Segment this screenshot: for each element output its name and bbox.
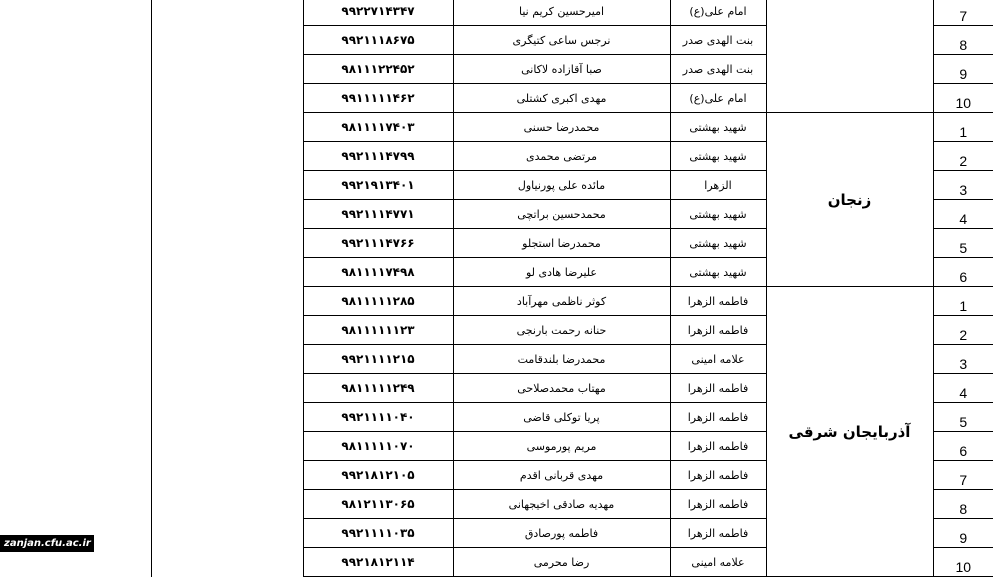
phone-cell: ۹۹۲۱۸۱۲۱۱۴ [303,548,453,577]
empty-cell [0,258,151,287]
student-name-cell: محمدرضا حسنی [453,113,670,142]
school-cell: فاطمه الزهرا [670,490,766,519]
table-row [0,287,993,316]
empty-cell [151,403,303,432]
school-cell: فاطمه الزهرا [670,432,766,461]
phone-cell: ۹۸۱۱۱۱۱۰۷۰ [303,432,453,461]
province-cell-empty [766,84,933,113]
school-cell: بنت الهدی صدر [670,26,766,55]
empty-cell [0,26,151,55]
empty-cell [151,316,303,345]
empty-cell [151,374,303,403]
phone-cell: ۹۸۱۱۱۱۱۲۴۹ [303,374,453,403]
row-number-cell: 8 [933,26,993,55]
student-name-cell: مرتضی محمدی [453,142,670,171]
phone-cell: ۹۹۲۱۱۱۴۷۷۱ [303,200,453,229]
student-name-cell: پریا توکلی قاضی [453,403,670,432]
school-cell: شهید بهشتی [670,229,766,258]
school-cell: بنت الهدی صدر [670,55,766,84]
empty-cell [0,403,151,432]
student-name-cell: محمدحسین براتچی [453,200,670,229]
province-cell-empty [766,0,933,26]
school-cell: شهید بهشتی [670,142,766,171]
empty-cell [0,461,151,490]
phone-cell: ۹۹۲۱۱۱۱۰۳۵ [303,519,453,548]
phone-cell: ۹۸۱۱۱۱۷۴۰۳ [303,113,453,142]
empty-cell [0,55,151,84]
table-row [0,113,993,142]
student-name-cell: کوثر ناظمی مهرآباد [453,287,670,316]
row-number-cell: 3 [933,171,993,200]
student-name-cell: محمدرضا بلندقامت [453,345,670,374]
row-number-cell: 4 [933,374,993,403]
phone-cell: ۹۹۱۱۱۱۱۴۶۲ [303,84,453,113]
empty-cell [151,84,303,113]
row-number-cell: 9 [933,55,993,84]
phone-cell: ۹۹۲۲۷۱۴۳۴۷ [303,0,453,26]
table-row [0,55,993,84]
empty-cell [0,200,151,229]
row-number-cell: 1 [933,113,993,142]
row-number-cell: 5 [933,229,993,258]
student-name-cell: رضا محرمی [453,548,670,577]
row-number-cell: 5 [933,403,993,432]
empty-cell [0,0,151,26]
phone-cell: ۹۹۲۱۱۱۴۷۹۹ [303,142,453,171]
student-name-cell: مائده علی پورنیاول [453,171,670,200]
empty-cell [151,229,303,258]
empty-cell [0,171,151,200]
phone-cell: ۹۸۱۱۱۲۲۴۵۲ [303,55,453,84]
row-number-cell: 7 [933,461,993,490]
row-number-cell: 3 [933,345,993,374]
student-name-cell: حنانه رحمت بارنجی [453,316,670,345]
school-cell: فاطمه الزهرا [670,316,766,345]
phone-cell: ۹۸۱۱۱۱۷۴۹۸ [303,258,453,287]
student-name-cell: محمدرضا استجلو [453,229,670,258]
empty-cell [151,142,303,171]
student-name-cell: امیرحسین کریم نیا [453,0,670,26]
empty-cell [151,287,303,316]
school-cell: الزهرا [670,171,766,200]
empty-cell [0,345,151,374]
row-number-cell: 10 [933,84,993,113]
school-cell: امام علی(ع) [670,84,766,113]
table-row [0,26,993,55]
empty-cell [151,26,303,55]
row-number-cell: 6 [933,432,993,461]
empty-cell [0,490,151,519]
row-number-cell: 2 [933,142,993,171]
school-cell: فاطمه الزهرا [670,374,766,403]
empty-cell [151,171,303,200]
empty-cell [0,229,151,258]
empty-cell [0,142,151,171]
empty-cell [0,287,151,316]
empty-cell [151,0,303,26]
empty-cell [151,490,303,519]
school-cell: شهید بهشتی [670,258,766,287]
empty-cell [151,200,303,229]
empty-cell [151,461,303,490]
phone-cell: ۹۹۲۱۱۱۸۶۷۵ [303,26,453,55]
row-number-cell: 1 [933,287,993,316]
province-cell-empty [766,26,933,55]
row-number-cell: 8 [933,490,993,519]
student-name-cell: مهدی قربانی اقدم [453,461,670,490]
school-cell: فاطمه الزهرا [670,287,766,316]
student-name-cell: نرجس ساعی کتیگری [453,26,670,55]
province-cell: آذربایجان شرقی [766,287,933,577]
empty-cell [151,345,303,374]
site-watermark: zanjan.cfu.ac.ir [0,535,94,552]
province-cell-empty [766,55,933,84]
row-number-cell: 2 [933,316,993,345]
table-row [0,0,993,26]
phone-cell: ۹۸۱۱۱۱۱۱۲۳ [303,316,453,345]
empty-cell [0,113,151,142]
empty-cell [0,316,151,345]
school-cell: فاطمه الزهرا [670,403,766,432]
empty-cell [0,432,151,461]
empty-cell [151,519,303,548]
empty-cell [0,84,151,113]
school-cell: علامه امینی [670,548,766,577]
school-cell: علامه امینی [670,345,766,374]
empty-cell [151,548,303,577]
student-name-cell: مریم پورموسی [453,432,670,461]
student-name-cell: مهتاب محمدصلاحی [453,374,670,403]
phone-cell: ۹۸۱۱۱۱۱۲۸۵ [303,287,453,316]
table-row [0,84,993,113]
row-number-cell: 9 [933,519,993,548]
student-name-cell: فاطمه پورصادق [453,519,670,548]
row-number-cell: 4 [933,200,993,229]
row-number-cell: 6 [933,258,993,287]
phone-cell: ۹۹۲۱۱۱۴۷۶۶ [303,229,453,258]
student-name-cell: مهدیه صادقی اخیجهانی [453,490,670,519]
empty-cell [151,432,303,461]
school-cell: فاطمه الزهرا [670,461,766,490]
row-number-cell: 10 [933,548,993,577]
phone-cell: ۹۹۲۱۱۱۱۲۱۵ [303,345,453,374]
phone-cell: ۹۹۲۱۸۱۲۱۰۵ [303,461,453,490]
empty-cell [0,374,151,403]
school-cell: فاطمه الزهرا [670,519,766,548]
student-name-cell: صبا آقازاده لاکانی [453,55,670,84]
phone-cell: ۹۹۲۱۹۱۳۴۰۱ [303,171,453,200]
student-name-cell: علیرضا هادی لو [453,258,670,287]
province-cell: زنجان [766,113,933,287]
school-cell: شهید بهشتی [670,200,766,229]
school-cell: شهید بهشتی [670,113,766,142]
empty-cell [151,55,303,84]
empty-cell [151,113,303,142]
empty-cell [151,258,303,287]
row-number-cell: 7 [933,0,993,26]
phone-cell: ۹۸۱۲۱۱۳۰۶۵ [303,490,453,519]
phone-cell: ۹۹۲۱۱۱۱۰۴۰ [303,403,453,432]
school-cell: امام علی(ع) [670,0,766,26]
student-name-cell: مهدی اکبری کشتلی [453,84,670,113]
